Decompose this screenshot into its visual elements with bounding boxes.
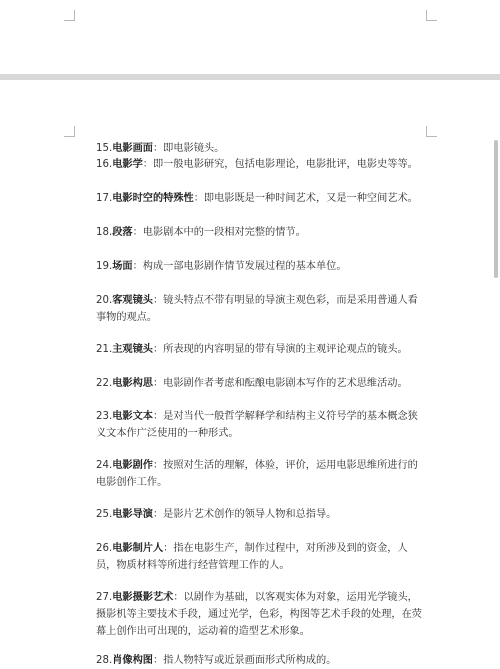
entry-definition: ：以剧作为基础，以客观实体为对象，运用光学镜头，摄影机等主要技术手段，通过光学，色彩，构图等艺术手段的处理，在荧幕上创作出可出现的，运动着的造型艺术形象。 — [96, 592, 422, 637]
entry-number: 23. — [96, 411, 113, 422]
glossary-entry — [96, 258, 426, 275]
glossary-entry — [96, 190, 426, 207]
glossary-entry — [96, 341, 426, 358]
entry-definition: ：镜头特点不带有明显的导演主观色彩，而是采用普通人看事物的观点。 — [96, 295, 418, 323]
entry-term: 电影文本 — [112, 411, 153, 422]
entry-number: 24. — [96, 460, 113, 471]
entry-number: 18. — [96, 227, 113, 238]
page-corner-mark — [64, 10, 75, 21]
entry-number: 19. — [96, 261, 113, 272]
glossary-entry — [96, 506, 426, 523]
entry-number: 28. — [96, 655, 113, 666]
entry-number: 22. — [96, 378, 113, 389]
glossary-entry — [96, 140, 426, 157]
entry-term: 电影制片人 — [112, 543, 164, 554]
entry-term: 肖像构图 — [112, 655, 153, 666]
previous-page — [0, 0, 500, 74]
entry-number: 27. — [96, 592, 113, 603]
glossary-entry — [96, 375, 426, 392]
entry-term: 段落 — [112, 227, 133, 238]
entry-term: 电影摄影艺术 — [112, 592, 174, 603]
glossary-entry — [96, 156, 426, 173]
entry-definition: ：电影剧作者考虑和酝酿电影剧本写作的艺术思维活动。 — [152, 378, 408, 389]
entry-definition: ：是对当代一般哲学解释学和结构主义符号学的基本概念狭义文本作广泛使用的一种形式。 — [96, 411, 418, 439]
entry-definition: ：指在电影生产，制作过程中，对所涉及到的资金，人员，物质材料等所进行经营管理工作的人。 — [96, 543, 408, 571]
entry-term: 电影导演 — [112, 509, 153, 520]
entry-definition: ：按照对生活的理解，体验，评价，运用电影思维所进行的电影创作工作。 — [96, 460, 418, 488]
entry-number: 17. — [96, 193, 113, 204]
glossary-entry — [96, 457, 426, 491]
entry-definition: ：电影剧本中的一段相对完整的情节。 — [132, 227, 306, 238]
entry-definition: ：即电影既是一种时间艺术，又是一种空间艺术。 — [193, 193, 418, 204]
entry-definition: ：所表现的内容明显的带有导演的主观评论观点的镜头。 — [152, 344, 408, 355]
entry-term: 电影时空的特殊性 — [112, 193, 194, 204]
entry-definition: ：即电影镜头。 — [152, 143, 225, 154]
entry-term: 电影画面 — [112, 143, 153, 154]
glossary-entry — [96, 292, 426, 326]
page-corner-mark — [64, 126, 75, 137]
glossary-entry — [96, 540, 426, 574]
entry-number: 21. — [96, 344, 113, 355]
page-corner-mark — [426, 126, 437, 137]
entry-term: 客观镜头 — [112, 295, 153, 306]
vertical-scrollbar[interactable] — [492, 80, 500, 666]
page-corner-mark — [426, 10, 437, 21]
glossary-entry — [96, 589, 426, 640]
entry-term: 电影学 — [112, 159, 143, 170]
entry-term: 场面 — [112, 261, 133, 272]
entry-term: 电影剧作 — [112, 460, 153, 471]
entry-definition: ：是影片艺术创作的领导人物和总指导。 — [152, 509, 337, 520]
entry-number: 15. — [96, 143, 113, 154]
scroll-thumb[interactable] — [494, 140, 498, 278]
entry-definition: ：即一般电影研究，包括电影理论，电影批评，电影史等等。 — [142, 159, 418, 170]
entry-term: 电影构思 — [112, 378, 153, 389]
glossary-entry — [96, 652, 426, 669]
entry-definition: ：指人物特写或近景画面形式所构成的。 — [152, 655, 337, 666]
glossary-entry — [96, 224, 426, 241]
entry-number: 16. — [96, 159, 113, 170]
entry-number: 26. — [96, 543, 113, 554]
entry-definition: ：构成一部电影剧作情节发展过程的基本单位。 — [132, 261, 347, 272]
entry-number: 25. — [96, 509, 113, 520]
entry-number: 20. — [96, 295, 113, 306]
glossary-entry — [96, 408, 426, 442]
entry-term: 主观镜头 — [112, 344, 153, 355]
